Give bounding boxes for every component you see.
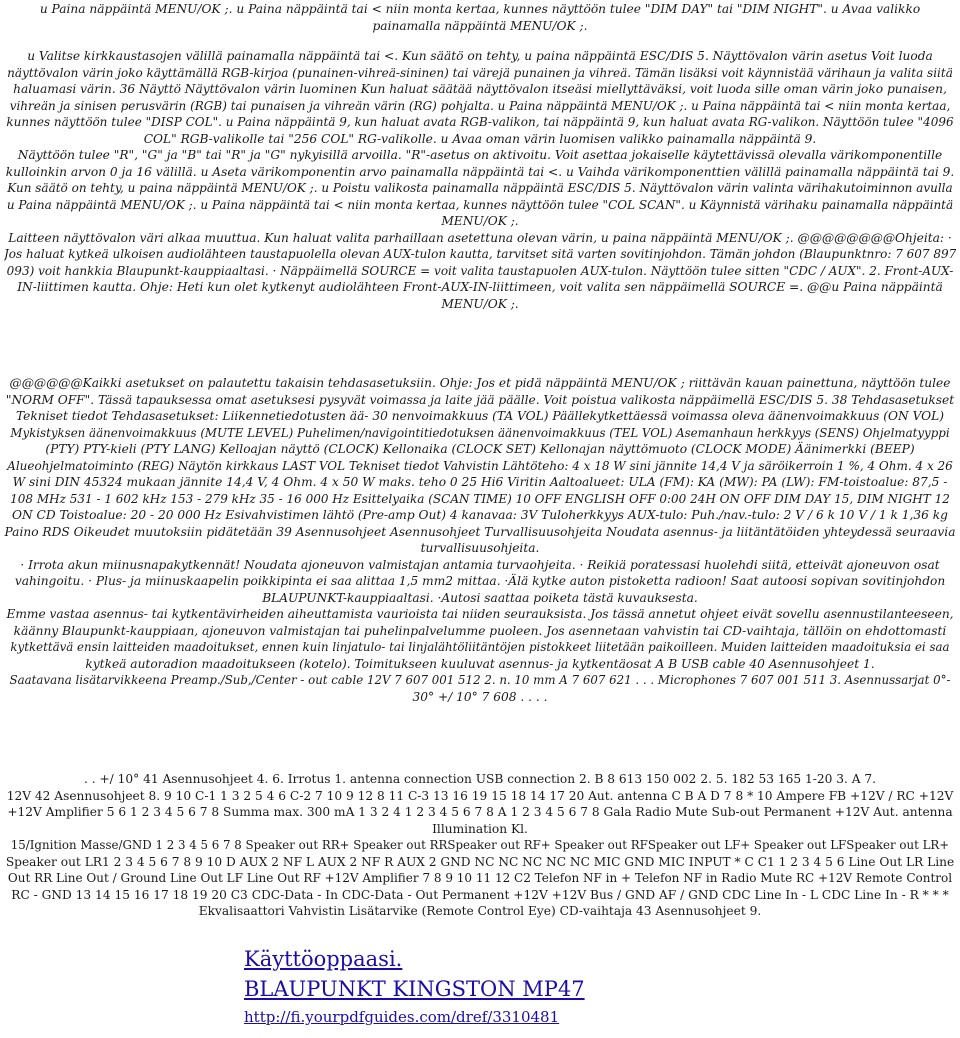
- text-line: Emme vastaa asennus- tai kytkentävirheiden aiheuttamista vaurioista tai niiden seurauksista. Jos tässä annetut ohjeet eivät sovellu asennustilanteeseen,: [6, 607, 954, 621]
- text-line: @@@@@@Kaikki asetukset on palautettu takaisin tehdasasetuksiin. Ohje: Jos et pidä näppäintä MENU/OK ; riittävän kauan painettuna, näyttöön tulee: [9, 376, 951, 390]
- text-line: Jos haluat kytkeä ulkoisen audiolähteen taustapuolella olevan AUX-tulon kautta, tarvitset sitä varten sovitinjohdon. Tämän johdon (Blaupunktnro: 7 607 897: [4, 247, 956, 261]
- footer-links: [244, 944, 744, 1028]
- text-line: Näyttöön tulee "R", "G" ja "B" tai "R" ja "G" nykyisillä arvoilla. "R"-asetus on aktivoitu. Voit asettaa jokaiselle käytettävissä olevalla värikomponentille: [17, 148, 943, 162]
- text-block-factory-settings: [4, 375, 956, 705]
- text-line: Speaker out LR1 2 3 4 5 6 7 8 9 10 D AUX 2 NF L AUX 2 NF R AUX 2 GND NC NC NC NC NC MIC GND MIC INPUT * C C1 1 2 3 4 5 6 Line Out LR Line: [5, 854, 955, 869]
- text-line: . . +/ 10° 41 Asennusohjeet 4. 6. Irrotus 1. antenna connection USB connection 2. B 8 613 150 002 2. 5. 182 53 165 1-20 3. A 7.: [83, 772, 877, 786]
- text-line: Out RR Line Out / Ground Line Out LF Line Out RF +12V Amplifier 7 8 9 10 11 12 C2 Telefon NF in + Telefon NF in Radio Mute RC +12V Remote Control: [7, 871, 953, 885]
- text-line: vahingoitu. · Plus- ja miinuskaapelin poikkipinta ei saa alittaa 1,5 mm2 mittaa. ·Älä kytke auton pistoketta radioon! Saat autoosi sopivan sovitinjohdon: [14, 574, 946, 588]
- text-line: Alueohjelmatoiminto (REG) Näytön kirkkaus LAST VOL Tekniset tiedot Vahvistin Lähtöteho: 4 x 18 W sini jännite 14,4 V ja säröikerroin 1 %, 4 Ohm. 4 x 26: [7, 458, 953, 473]
- text-line: BLAUPUNKT-kauppiaaltasi. ·Autosi saattaa poiketa tästä kuvauksesta.: [262, 590, 698, 605]
- text-line: vihreän ja sinisen perusvärin (RGB) tai punaisen ja vihreän värin (RG) pohjalta. u Paina näppäintä MENU/OK ;. u Paina näppäintä tai < niin monta kertaa,: [9, 98, 951, 113]
- text-line: MENU/OK ;.: [441, 296, 519, 311]
- footer-manual-link[interactable]: Käyttöoppaasi.: [244, 947, 403, 971]
- text-line: · Irrota akun miinusnapakytkennät! Noudata ajoneuvon valmistajan antamia turvaohjeita. · Reikiä poratessasi huolehdi siitä, etteivät ajoneuvon osat: [20, 557, 940, 572]
- text-line: "NORM OFF". Tässä tapauksessa omat asetuksesi pysyvät voimassa ja laite jää päälle. Voit poistua valikosta näppäimellä ESC/DIS 5. 38 Tehdasasetukset: [5, 392, 955, 407]
- text-line: Kun säätö on tehty, u paina näppäintä MENU/OK ;. u Poistu valikosta painamalla näppäintä ESC/DIS 5. Näyttövalon värin valinta värihakutoiminnon avulla: [7, 181, 953, 195]
- text-block-display-color: [4, 48, 956, 312]
- text-line: painamalla näppäintä MENU/OK ;.: [372, 18, 588, 33]
- footer-url-link[interactable]: http://fi.yourpdfguides.com/dref/3310481: [244, 1008, 560, 1026]
- text-line: Mykistyksen äänenvoimakkuus (MUTE LEVEL) Puhelimen/navigointitiedotuksen äänenvoimakkuus (TEL VOL) Asemanhaun herkkyys (SENS) Ohjelmatyyppi: [10, 425, 950, 440]
- text-line: RC - GND 13 14 15 16 17 18 19 20 C3 CDC-Data - In CDC-Data - Out Permanent +12V +12V Bus / GND AF / GND CDC Line In - L CDC Line In - R * * *: [11, 887, 949, 902]
- text-line: Paino RDS Oikeudet muutoksiin pidätetään 39 Asennusohjeet Asennusohjeet Turvallisuusohjeita Noudata asennus- ja liitäntätöiden yhteydessä seuraavia: [4, 524, 956, 539]
- text-line: käänny Blaupunkt-kauppiaan, ajoneuvon valmistajan tai puhelinpalvelumme puoleen. Jos asennetaan vahvistin tai CD-vaihtaja, tällöin on ehdottomasti: [13, 623, 947, 638]
- text-line: u Paina näppäintä MENU/OK ;. u Paina näppäintä tai < niin monta kertaa, kunnes näyttöön tulee "DIM DAY" tai "DIM NIGHT". u Avaa valikko: [39, 2, 921, 16]
- text-line: Saatavana lisätarvikkeena Preamp./Sub,/Center - out cable 12V 7 607 001 512 2. n. 10 mm A 7 607 621 . . . Microphones 7 607 001 511 3. Asennussarjat 0°-: [9, 673, 951, 687]
- text-line: Tekniset tiedot Tehdasasetukset: Liikennetiedotusten ää- 30 nenvoimakkuus (TA VOL) Päällekytkettäessä voimassa oleva äänenvoimakkuus (ON VOL): [15, 409, 945, 423]
- text-line: COL" RGB-valikolle tai "256 COL" RG-valikolle. u Avaa oman värin luomisen valikko painamalla näppäintä 9.: [143, 131, 817, 146]
- text-line: turvallisuusohjeita.: [420, 541, 540, 555]
- text-line: MENU/OK ;.: [441, 214, 519, 228]
- text-line: u Valitse kirkkaustasojen välillä painamalla näppäintä tai <. Kun säätö on tehty, u paina näppäintä ESC/DIS 5. Näyttövalon värin asetus Voit luoda: [27, 49, 933, 63]
- text-line: haluamasi värin. 36 Näyttö Näyttövalon värin luominen Kun haluat säätää näyttövalon itseäsi miellyttäväksi, voit luoda sille oman värin joko punaisen,: [13, 82, 947, 96]
- text-line: 093) voit hankkia Blaupunkt-kauppiaaltasi. · Näppäimellä SOURCE = voit valita taustapuolen AUX-tulon. Näyttöön tulee sitten "CDC / AUX". 2. Front-AUX-: [6, 263, 954, 278]
- footer-product-link[interactable]: BLAUPUNKT KINGSTON MP47: [244, 977, 585, 1001]
- text-line: IN-liittimen kautta. Ohje: Heti kun olet kytkenyt audiolähteen Front-AUX-IN-liittimeen, voit valita sen näppäimellä SOURCE =. @@u Paina näppäintä: [17, 280, 943, 294]
- text-line: u Paina näppäintä MENU/OK ;. u Paina näppäintä tai < niin monta kertaa, kunnes näyttöön tulee "COL SCAN". u Käynnistä värihaku painamalla näppäintä: [6, 197, 954, 212]
- text-line: kytkettävä ensin laitteiden maadoitukset, ennen kuin linjatulo- tai linjalähtöliitäntöjen pistokkeet liitetään paikoilleen. Muiden laitteiden maadoituksia ei saa: [10, 640, 950, 654]
- text-line: ON CD Toistoalue: 20 - 20 000 Hz Esivahvistimen lähtö (Pre-amp Out) 4 kanavaa: 3V Tuloherkkyys AUX-tulo: Puh./nav.-tulo: 2 V / 6 k 10 V / 1 k 1,36 kg: [12, 508, 948, 522]
- text-line: +12V Amplifier 5 6 1 2 3 4 5 6 7 8 Summa max. 300 mA 1 3 2 4 1 2 3 4 5 6 7 8 A 1 2 3 4 5 6 7 8 Gala Radio Mute Sub-out Permanent +12V Aut. antenna: [7, 805, 953, 819]
- text-line: Illumination Kl.: [432, 821, 528, 836]
- text-block-installation-wiring: [4, 771, 956, 920]
- text-line: 30° +/ 10° 7 608 . . . .: [412, 689, 548, 704]
- text-line: (PTY) PTY-kieli (PTY LANG) Kelloajan näyttö (CLOCK) Kellonaika (CLOCK SET) Kellonajan näyttömuoto (CLOCK MODE) Äänimerkki (BEEP): [45, 442, 915, 456]
- text-line: näyttövalon värin joko käyttämällä RGB-kirjoa (punainen-vihreä-sininen) tai värejä punainen ja vihreä. Tämän lisäksi voit käynnistää värihaun ja valita siitä: [7, 65, 953, 80]
- text-line: kunnes näyttöön tulee "DISP COL". u Paina näppäintä 9, kun haluat avata RGB-valikon, tai näppäintä 9, kun haluat avata RG-valikon. Näyttöön tulee "4096: [6, 115, 954, 129]
- text-line: kulloinkin arvon 0 ja 16 välillä. u Aseta värikomponentin arvo painamalla näppäintä tai <. u Vaihda värikomponenttien välillä painamalla näppäintä tai 9.: [5, 164, 955, 179]
- text-line: 12V 42 Asennusohjeet 8. 9 10 C-1 1 3 2 5 4 6 C-2 7 10 9 12 8 11 C-3 13 16 19 15 18 14 17 20 Aut. antenna C B A D 7 8 * 10 Ampere FB +12V / RC +12V: [6, 788, 954, 803]
- text-line: Laitteen näyttövalon väri alkaa muuttua. Kun haluat valita parhaillaan asetettuna olevan värin, u paina näppäintä MENU/OK ;. @@@@@@@@Ohjeita: ·: [8, 230, 952, 245]
- text-block-menu-intro: [4, 1, 956, 34]
- text-line: Ekvalisaattori Vahvistin Lisätarvike (Remote Control Eye) CD-vaihtaja 43 Asennusohjeet 9.: [198, 904, 762, 918]
- text-line: kytkeä autoradion maadoitukseen (kotelo). Toimitukseen kuuluvat asennus- ja kytkentäosat A B USB cable 40 Asennusohjeet 1.: [85, 656, 875, 671]
- text-line: 108 MHz 531 - 1 602 kHz 153 - 279 kHz 35 - 16 000 Hz Esittelyaika (SCAN TIME) 10 OFF ENGLISH OFF 0:00 24H ON OFF DIM DAY 15, DIM NIGHT 12: [10, 491, 950, 506]
- text-line: W sini DIN 45324 mukaan jännite 14,4 V, 4 Ohm. 4 x 50 W maks. teho 0 25 Hi6 Viritin Aaltoalueet: ULA (FM): KA (MW): PA (LW): FM-toistoalue: 87,5 -: [12, 475, 948, 489]
- text-line: 15/Ignition Masse/GND 1 2 3 4 5 6 7 8 Speaker out RR+ Speaker out RRSpeaker out RF+ Speaker out RFSpeaker out LF+ Speaker out LFSpeaker out LR+: [10, 838, 950, 852]
